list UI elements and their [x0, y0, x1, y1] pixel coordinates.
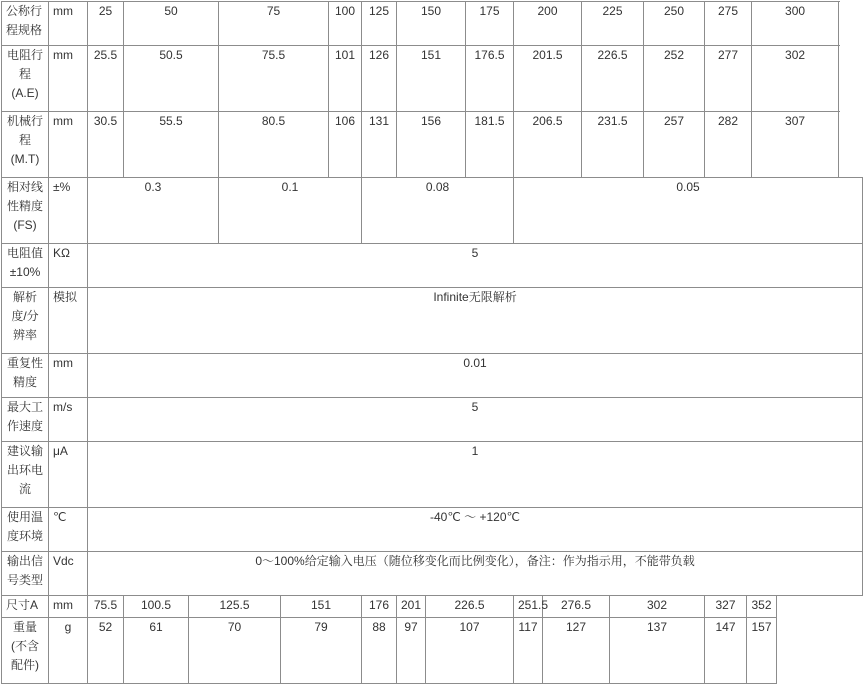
value-cell: 0.3: [88, 178, 219, 244]
value-cell: Infinite无限解析: [88, 288, 863, 354]
row-label: 建议输出环电流: [2, 442, 49, 508]
value-cell: 250: [644, 2, 705, 46]
value-cell: 125: [362, 2, 397, 46]
value-cell: 52: [88, 618, 124, 684]
spec-table: [1, 1, 863, 684]
value-cell: 126: [362, 46, 397, 112]
row-weight: [2, 618, 863, 684]
value-cell: 80.5: [219, 112, 329, 178]
value-cell: 30.5: [88, 112, 124, 178]
value-cell: 70: [189, 618, 281, 684]
row-unit: mm: [49, 354, 88, 398]
value-cell: 257: [644, 112, 705, 178]
value-cell: 25.5: [88, 46, 124, 112]
value-cell: 226.5: [426, 596, 514, 618]
value-cell: 302: [752, 46, 839, 112]
row-label: 尺寸A: [2, 596, 49, 618]
row-label: 输出信号类型: [2, 552, 49, 596]
row-resolution: [2, 288, 863, 354]
value-cell: 75.5: [88, 596, 124, 618]
row-label: 重量(不含配件): [2, 618, 49, 684]
row-speed: [2, 398, 863, 442]
row-unit: mm: [49, 112, 88, 178]
value-cell: 106: [329, 112, 362, 178]
row-unit: mm: [49, 46, 88, 112]
value-cell: 307: [752, 112, 839, 178]
value-cell: 226.5: [582, 46, 644, 112]
value-cell: 176.5: [466, 46, 514, 112]
value-cell: 302: [610, 596, 705, 618]
row-unit: mm: [49, 596, 88, 618]
value-cell: 251.5: [514, 596, 543, 618]
row-output: [2, 552, 863, 596]
value-cell: 277: [705, 46, 752, 112]
value-cell: 107: [426, 618, 514, 684]
value-cell: 327: [705, 596, 747, 618]
value-cell: 175: [466, 2, 514, 46]
value-cell: 156: [397, 112, 466, 178]
value-cell: 50: [124, 2, 219, 46]
value-cell: 75.5: [219, 46, 329, 112]
value-cell: 0～100%给定输入电压（随位移变化而比例变化），备注：作为指示用，不能带负载: [88, 552, 863, 596]
value-cell: 0.01: [88, 354, 863, 398]
value-cell: 176: [362, 596, 397, 618]
value-cell: 50.5: [124, 46, 219, 112]
row-unit: m/s: [49, 398, 88, 442]
value-cell: 300: [752, 2, 839, 46]
value-cell: 200: [514, 2, 582, 46]
value-cell: 206.5: [514, 112, 582, 178]
value-cell: 100: [329, 2, 362, 46]
value-cell: 225: [582, 2, 644, 46]
value-cell: 5: [88, 244, 863, 288]
value-cell: 55.5: [124, 112, 219, 178]
row-electrical: [2, 46, 863, 112]
row-repeatability: [2, 354, 863, 398]
row-nominal: [2, 2, 863, 46]
value-cell: 97: [397, 618, 426, 684]
value-cell: 151: [281, 596, 362, 618]
value-cell: 201: [397, 596, 426, 618]
value-cell: 157: [747, 618, 777, 684]
value-cell: 5: [88, 398, 863, 442]
value-cell: 0.1: [219, 178, 362, 244]
value-cell: 275: [705, 2, 752, 46]
value-cell: 150: [397, 2, 466, 46]
value-cell: 252: [644, 46, 705, 112]
value-cell: 1: [88, 442, 863, 508]
row-linearity: [2, 178, 863, 244]
value-cell: 201.5: [514, 46, 582, 112]
value-cell: 151: [397, 46, 466, 112]
value-cell: 75: [219, 2, 329, 46]
value-cell: 100.5: [124, 596, 189, 618]
value-cell: 125.5: [189, 596, 281, 618]
value-cell: 101: [329, 46, 362, 112]
row-label: 解析度/分辨率: [2, 288, 49, 354]
value-cell: 137: [610, 618, 705, 684]
row-unit: ±%: [49, 178, 88, 244]
row-temperature: [2, 508, 863, 552]
row-label: 最大工作速度: [2, 398, 49, 442]
value-cell: 0.05: [514, 178, 863, 244]
value-cell: 127: [543, 618, 610, 684]
row-label: 电阻值±10%: [2, 244, 49, 288]
row-label: 电阻行程(A.E): [2, 46, 49, 112]
row-unit: ℃: [49, 508, 88, 552]
row-unit: μA: [49, 442, 88, 508]
value-cell: 147: [705, 618, 747, 684]
value-cell: 117: [514, 618, 543, 684]
row-unit: 模拟: [49, 288, 88, 354]
row-unit: KΩ: [49, 244, 88, 288]
value-cell: 131: [362, 112, 397, 178]
value-cell: -40℃ ～ +120℃: [88, 508, 863, 552]
row-unit: g: [49, 618, 88, 684]
value-cell: 282: [705, 112, 752, 178]
value-cell: 88: [362, 618, 397, 684]
row-label: 使用温度环境: [2, 508, 49, 552]
row-unit: mm: [49, 2, 88, 46]
value-cell: 276.5: [543, 596, 610, 618]
value-cell: 181.5: [466, 112, 514, 178]
row-label: 机械行程(M.T): [2, 112, 49, 178]
row-unit: Vdc: [49, 552, 88, 596]
value-cell: 25: [88, 2, 124, 46]
row-label: 重复性精度: [2, 354, 49, 398]
value-cell: 231.5: [582, 112, 644, 178]
row-mechanical: [2, 112, 863, 178]
value-cell: 352: [747, 596, 777, 618]
row-label: 相对线性精度(FS): [2, 178, 49, 244]
value-cell: 79: [281, 618, 362, 684]
row-resistance: [2, 244, 863, 288]
value-cell: 61: [124, 618, 189, 684]
row-label: 公称行程规格: [2, 2, 49, 46]
value-cell: 0.08: [362, 178, 514, 244]
row-current: [2, 442, 863, 508]
row-dimension: [2, 596, 863, 618]
